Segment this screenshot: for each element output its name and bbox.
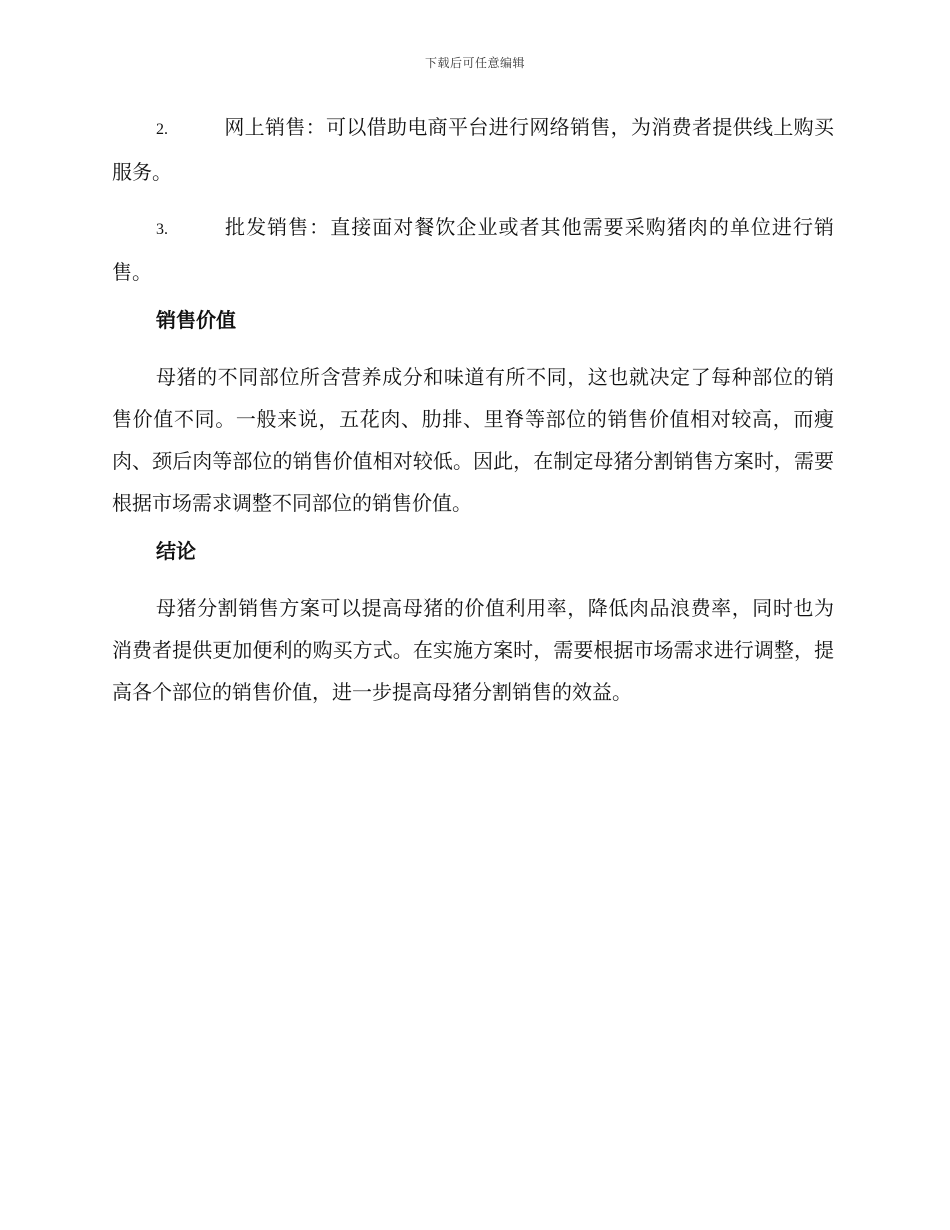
paragraph-sales-value: 母猪的不同部位所含营养成分和味道有所不同，这也就决定了每种部位的销售价值不同。一般来说，五花肉、肋排、里脊等部位的销售价值相对较高，而瘦肉、颈后肉等部位的销售价值相对较低。因此，在制定母猪分割销售方案时，需要根据市场需求调整不同部位的销售价值。 <box>112 365 834 515</box>
list-item-online-sales <box>112 106 834 193</box>
paragraph-conclusion: 母猪分割销售方案可以提高母猪的价值利用率，降低肉品浪费率，同时也为消费者提供更加便利的购买方式。在实施方案时，需要根据市场需求进行调整，提高各个部位的销售价值，进一步提高母猪分割销售的效益。 <box>112 596 834 704</box>
list-item-text: 批发销售：直接面对餐饮企业或者其他需要采购猪肉的单位进行销售。 <box>112 215 834 284</box>
document-body <box>112 106 834 726</box>
list-item-wholesale <box>112 206 834 293</box>
section-heading-conclusion: 结论 <box>156 539 196 563</box>
list-item-number: 2. <box>156 121 168 138</box>
header-note: 下载后可任意编辑 <box>424 56 525 70</box>
section-heading-sales-value: 销售价值 <box>156 308 236 332</box>
list-item-number: 3. <box>156 221 168 238</box>
list-item-text: 网上销售：可以借助电商平台进行网络销售，为消费者提供线上购买服务。 <box>112 115 834 184</box>
